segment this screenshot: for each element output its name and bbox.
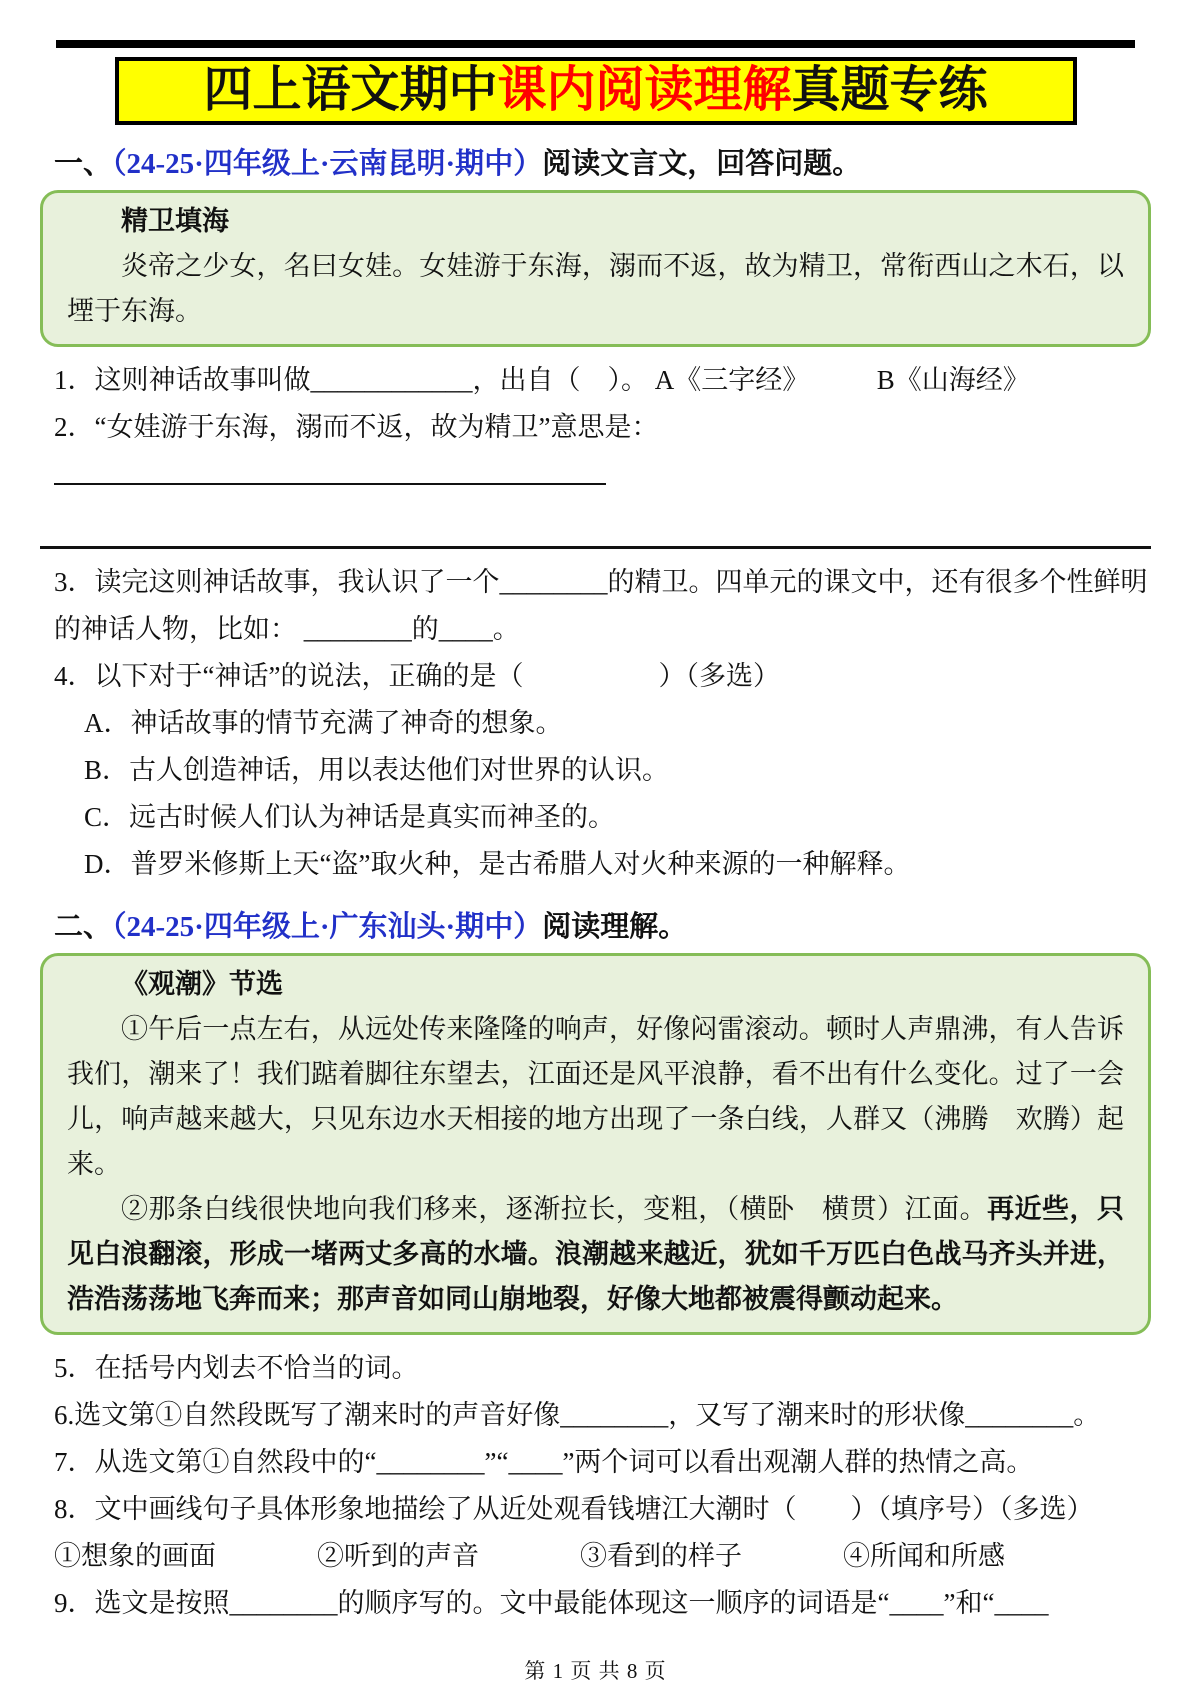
page-title-part1: 四上语文期中: [203, 62, 498, 117]
question-8-option-2: ②听到的声音: [317, 1540, 479, 1571]
question-8-options: [54, 1533, 1151, 1580]
passage-1-title: 精卫填海: [121, 205, 229, 236]
question-6: 6.选文第①自然段既写了潮来时的声音好像________，又写了潮来时的形状像________。: [54, 1399, 1101, 1430]
passage-2-paragraph-1: ①午后一点左右，从远处传来隆隆的响声，好像闷雷滚动。顿时人声鼎沸，有人告诉我们，潮来了！我们踮着脚往东望去，江面还是风平浪静，看不出有什么变化。过了一会儿，响声越来越大，只见东边水天相接的地方出现了一条白线，人群又（沸腾 欢腾）起来。: [67, 1013, 1124, 1179]
passage-2-paragraph-2: [67, 1187, 1124, 1322]
question-8: 8．文中画线句子具体形象地描绘了从近处观看钱塘江大潮时（ ）（填序号）（多选）: [54, 1493, 1094, 1524]
section-1-questions: [54, 357, 1151, 888]
question-8-option-3: ③看到的样子: [580, 1540, 742, 1571]
question-4-option-c: C．远古时候人们认为神话是真实而神圣的。: [84, 801, 616, 832]
question-4: 4．以下对于“神话”的说法，正确的是（ ）（多选）: [54, 660, 780, 691]
page-title: [115, 57, 1077, 125]
question-4-option-d: D．普罗米修斯上天“盗”取火种，是古希腊人对火种来源的一种解释。: [84, 848, 911, 879]
question-8-option-4: ④所闻和所感: [843, 1540, 1005, 1571]
section-1-number: 一、: [54, 147, 113, 180]
page-footer: 第 1 页 共 8 页: [524, 1658, 667, 1683]
page-title-part3: 真题专练: [791, 62, 988, 117]
section-2-meta: （24-25·四年级上·广东汕头·期中）: [112, 910, 543, 943]
passage-box-guanchao: [40, 953, 1151, 1335]
section-2-questions: [54, 1345, 1151, 1627]
passage-box-jingwei: [40, 190, 1151, 347]
question-7: 7．从选文第①自然段中的“________”“____”两个词可以看出观潮人群的热情之高。: [54, 1446, 1034, 1477]
question-2-text: 2．“女娃游于东海，溺而不返，故为精卫”意思是：: [54, 411, 659, 442]
question-4-option-a: A．神话故事的情节充满了神奇的想象。: [84, 707, 563, 738]
section-1-meta: （24-25·四年级上·云南昆明·期中）: [112, 147, 543, 180]
passage-2-paragraph-2-emphasis: 再近些，只见白浪翻滚，形成一堵两丈多高的水墙。浪潮越来越近，犹如千万匹白色战马齐头并进，浩浩荡荡地飞奔而来；那声音如同山崩地裂，好像大地都被震得颤动起来。: [67, 1193, 1125, 1314]
question-2-blank: [54, 451, 606, 485]
top-border-bar: [56, 40, 1135, 48]
section-1-heading: [54, 141, 1151, 182]
passage-2-title: 《观潮》节选: [121, 968, 283, 999]
question-4-option-b: B．古人创造神话，用以表达他们对世界的认识。: [84, 754, 670, 785]
question-9: 9．选文是按照________的顺序写的。文中最能体现这一顺序的词语是“____”和“____: [54, 1587, 1049, 1618]
question-1: 1．这则神话故事叫做____________，出自（ ）。 A《三字经》 B《山海经》: [54, 364, 1030, 395]
question-5: 5．在括号内划去不恰当的词。: [54, 1352, 419, 1383]
section-2-instruction: 阅读理解。: [542, 910, 688, 943]
question-2: [54, 404, 1151, 500]
passage-1-body: 炎帝之少女，名曰女娃。女娃游于东海，溺而不返，故为精卫，常衔西山之木石，以堙于东海。: [67, 250, 1124, 326]
page-title-highlight: 课内阅读理解: [497, 62, 792, 117]
section-2-number: 二、: [54, 910, 113, 943]
question-8-option-1: ①想象的画面: [54, 1540, 216, 1571]
question-2-answer-line: [40, 500, 1151, 549]
passage-2-paragraph-2-normal: ②那条白线很快地向我们移来，逐渐拉长，变粗，（横卧 横贯）江面。: [121, 1193, 988, 1224]
section-2-heading: [54, 904, 1151, 945]
section-1-instruction: 阅读文言文，回答问题。: [542, 147, 862, 180]
question-3: 3．读完这则神话故事，我认识了一个________的精卫。四单元的课文中，还有很多个性鲜明的神话人物，比如： ________的____。: [54, 566, 1148, 644]
